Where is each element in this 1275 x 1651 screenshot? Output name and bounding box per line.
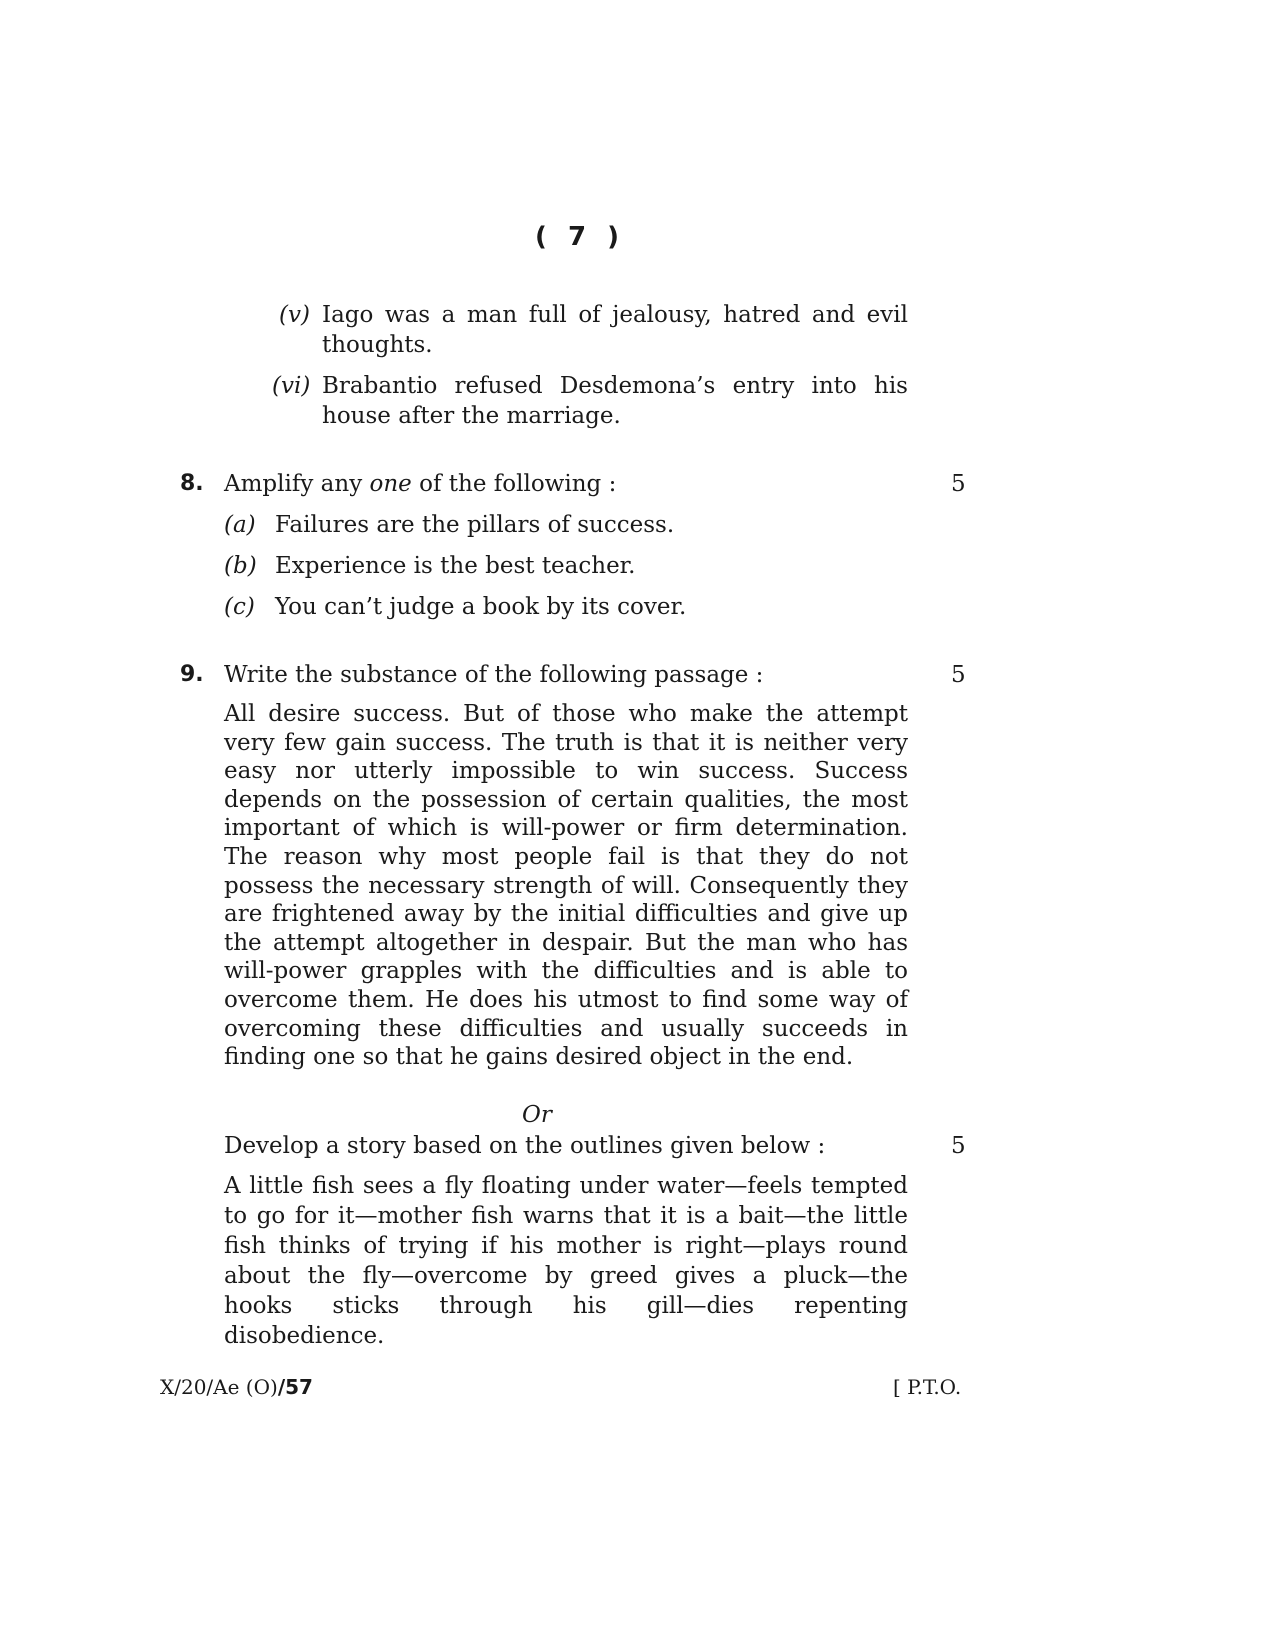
item-v-line2: thoughts. xyxy=(322,332,433,358)
pto-marker: [ P.T.O. xyxy=(893,1375,962,1399)
option-label-a: (a) xyxy=(224,512,256,538)
question-9-text: Write the substance of the following passage : xyxy=(224,662,764,688)
question-number-8: 8. xyxy=(180,471,204,496)
page-number: ( 7 ) xyxy=(535,222,625,252)
option-label-c: (c) xyxy=(224,594,255,620)
item-vi-line2: house after the marriage. xyxy=(322,403,621,429)
question-number-9: 9. xyxy=(180,662,204,687)
item-vi-line1: Brabantio refused Desdemona’s entry into his xyxy=(322,373,908,399)
option-c-text: You can’t judge a book by its cover. xyxy=(275,594,687,620)
story-outline: A little fish sees a fly floating under water—feels tempted to go for it—mother fish warns that it is a bait—the little fish thinks of trying if his mother is right—plays round about the fly—overcome by greed gives a pluck—the hooks sticks through his gill—dies repenting disobedience. xyxy=(224,1173,908,1349)
alt-question-text: Develop a story based on the outlines given below : xyxy=(224,1133,826,1159)
question-8-marks: 5 xyxy=(951,471,966,497)
question-9-marks: 5 xyxy=(951,662,966,688)
paper-code: X/20/Ae (O)/57 xyxy=(160,1375,313,1399)
substance-passage: All desire success. But of those who make the attempt very few gain success. The truth is that it is neither very easy nor utterly impossible to win success. Success depends on the possession of certain qualities, the most important of which is will-power or firm determination. The reason why most people fail is that they do not possess the necessary strength of will. Consequently they are frightened away by the initial difficulties and give up the attempt altogether in despair. But the man who has will-power grapples with the difficulties and is able to overcome them. He does his utmost to find some way of overcoming these difficulties and usually succeeds in finding one so that he gains desired object in the end. xyxy=(224,701,908,1071)
option-label-b: (b) xyxy=(224,553,257,579)
question-8-text: Amplify any one of the following : xyxy=(224,471,617,497)
item-label-v: (v) xyxy=(279,302,310,328)
item-label-vi: (vi) xyxy=(272,373,311,399)
alt-question-marks: 5 xyxy=(951,1133,966,1159)
or-separator: Or xyxy=(522,1102,552,1128)
question-8-emphasis: one xyxy=(369,471,412,497)
item-v-line1: Iago was a man full of jealousy, hatred and evil xyxy=(322,302,908,328)
option-a-text: Failures are the pillars of success. xyxy=(275,512,675,538)
option-b-text: Experience is the best teacher. xyxy=(275,553,636,579)
